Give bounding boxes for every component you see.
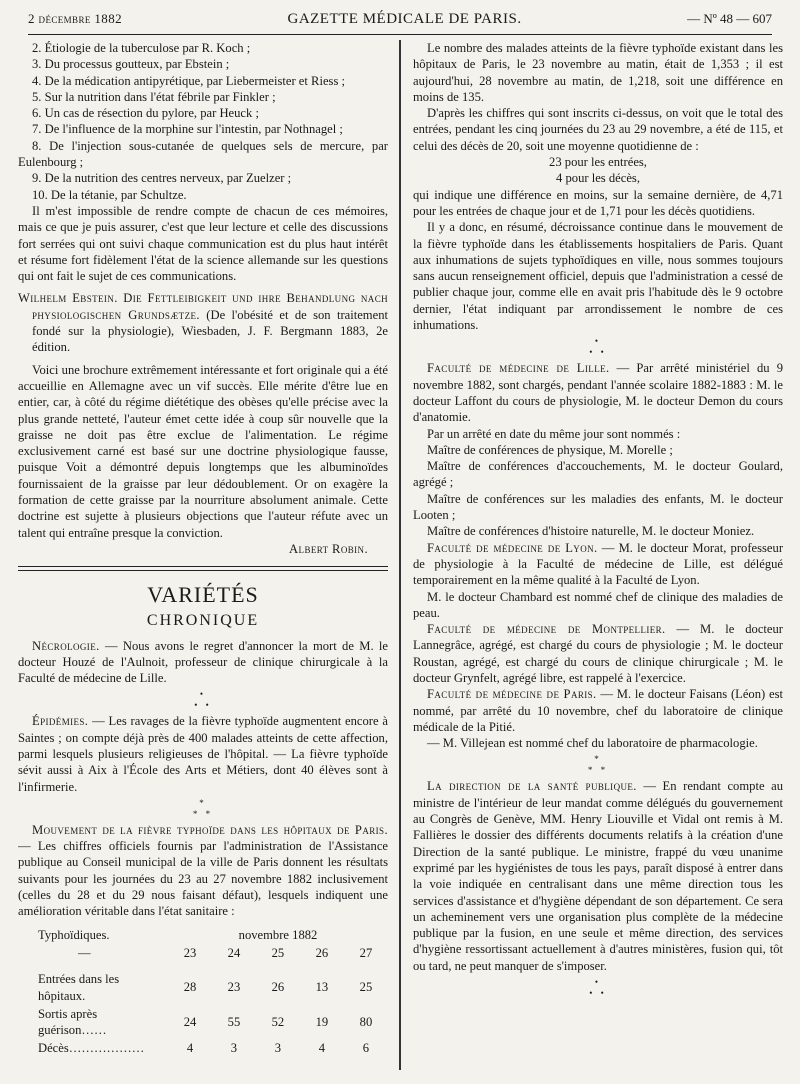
book-review-text: Voici une brochure extrêmement intéressante et fort originale qui a été accueillie en Allemagne avec un vif succès. Elle mérite d'être lue en entier, car, à côté du régime diététique des obèses qu'elle précise avec la plus grande netteté, l'auteur émet cette idée à coup sûr nouvelle que la graisse ne doit pas être exclue de l'alimentation. Le régime exclusivement carné est basé sur une doctrine physiologique fausse, puisque Voit a démontré depuis longtemps que les albuminoïdes fournissaient de la graisse par leur dédoublement. Or on exagère la formation de cette graisse par la nourriture absolument animale. Cette doctrine est sujette à plusieurs objections que l'auteur réfute avec un talent qui entraîne presque la conviction. xyxy=(18,362,388,540)
lille-heading: Faculté de médecine de Lille. xyxy=(427,361,610,376)
sante-paragraph xyxy=(413,778,783,974)
lille-paragraph xyxy=(413,360,783,425)
book-citation-rest: (De l'obésité et de son traitement fondé sur la physiologie), Wiesbaden, J. F. Bergmann 1883, 2e édition. xyxy=(32,307,388,355)
asterism-ornament: • • • xyxy=(194,689,212,711)
header-date: 2 décembre 1882 xyxy=(28,11,123,26)
table-cell: 4 xyxy=(318,1041,326,1056)
asterism-ornament: * * * xyxy=(587,754,609,776)
table-cell: 24 xyxy=(183,1014,197,1029)
table-cell: 55 xyxy=(227,1014,241,1029)
necrologie-paragraph xyxy=(18,638,388,687)
table-day: 24 xyxy=(227,945,241,960)
table-day: 26 xyxy=(315,945,329,960)
table-row-label: Décès……………… xyxy=(38,1041,145,1056)
right-column xyxy=(413,40,783,1084)
book-citation-author: Wilhelm Ebstein. Die Fettleibigkeit und ihre Behandlung nach physiologischen Grundsætze. xyxy=(18,291,388,322)
summary-paragraph: Il y a donc, en résumé, décroissance continue dans le mouvement de la fièvre typhoïde dans les établissements hospitaliers de Paris. Quant aux inhumations de sujets typhoïdiques en ville, nous sommes toujours sans aucun renseignement officiel, depuis que l'administration a cessé de publier chaque jour, comme elle en avait pris l'habitude dès le 9 octobre dernier, l'état indiquant par arrondissement le nombre de ces inhumations. xyxy=(413,220,783,333)
typhoid-table xyxy=(18,926,388,1058)
table-cell: 4 xyxy=(186,1041,194,1056)
lille-nominations-intro: Par un arrêté en date du même jour sont nommés : xyxy=(427,426,681,441)
left-column xyxy=(18,40,388,1084)
table-cell: 3 xyxy=(274,1041,282,1056)
table-cell: 28 xyxy=(183,980,197,995)
list-item: 6. Un cas de résection du pylore, par Heuck ; xyxy=(32,106,259,121)
lille-nomination: Maître de conférences de physique, M. Morelle ; xyxy=(427,442,673,457)
necrologie-text: — Nous avons le regret d'annoncer la mort de M. le docteur Houzé de l'Aulnoit, professeur de clinique chirurgicale à la Faculté de médecine de Lille. xyxy=(18,638,388,686)
epidemies-heading: Épidémies. xyxy=(32,714,89,729)
table-row-label: Entrées dans les hôpitaux. xyxy=(38,972,120,1003)
header-title: GAZETTE MÉDICALE DE PARIS. xyxy=(287,11,522,27)
table-day: 23 xyxy=(183,945,197,960)
running-header xyxy=(28,11,772,35)
table-cell: 80 xyxy=(359,1014,373,1029)
table-cell: 13 xyxy=(315,980,329,995)
table-row xyxy=(18,1005,388,1040)
lille-text: — Par arrêté ministériel du 9 novembre 1882, sont chargés, pendant l'année scolaire 1882-1883 : M. le docteur Laffont du cours de physiologie, M. le docteur Demon du cours d'anatomie. xyxy=(413,361,783,425)
lille-nomination: Maître de conférences d'histoire naturelle, M. le docteur Moniez. xyxy=(427,524,755,539)
list-item: 7. De l'influence de la morphine sur l'intestin, par Nothnagel ; xyxy=(32,122,343,137)
lyon-paragraph xyxy=(413,540,783,589)
average-deaths: 4 pour les décès, xyxy=(556,171,640,186)
average-entries: 23 pour les entrées, xyxy=(549,155,647,170)
lyon-paragraph-2: M. le docteur Chambard est nommé chef de clinique des maladies de peau. xyxy=(413,589,783,620)
column-divider xyxy=(399,40,401,1070)
list-item: 2. Étiologie de la tuberculose par R. Koch ; xyxy=(32,41,251,55)
montpellier-paragraph xyxy=(413,621,783,686)
mouvement-paragraph xyxy=(18,822,388,920)
chronique-heading: CHRONIQUE xyxy=(146,612,260,630)
table-header-row xyxy=(18,926,388,944)
asterism-ornament: * * * xyxy=(192,797,214,819)
epidemies-paragraph xyxy=(18,713,388,794)
montpellier-heading: Faculté de médecine de Montpellier. xyxy=(427,622,666,637)
asterism-ornament: • • • xyxy=(589,336,607,358)
sante-text: — En rendant compte au ministre de l'intérieur de leur mandat comme délégués du gouvernement au Congrès de Genève, MM. Henry Liouville et Vidal ont remis à M. Fallières le dossier des différents documents relatifs à la création d'une Direction de la santé publique. Le ministre, frappé du vœu unanime exprimé par les hygiénistes de tous les pays, paraît disposé à entrer dans la voie indiquée en centralisant dans une même direction tous les services d'assistance et d'hygiène dépendant de son département. Ce sera un acheminement vers une organisation plus complète de la médecine publique par la fusion, en une seule et même direction, des services d'hygiène ressortissant actuellement à d'autres ministères, fusion qui, tôt ou tard, ne peut manquer de s'imposer. xyxy=(413,779,783,973)
paris-text: — M. le docteur Faisans (Léon) est nommé, par arrêté du 10 novembre, chef du laboratoire de clinique médicale de la Pitié. xyxy=(413,687,783,734)
table-row xyxy=(18,1039,388,1057)
asterism-ornament: • • • xyxy=(589,977,607,999)
epidemies-text: — Les ravages de la fièvre typhoïde augmentent encore à Saintes ; on compte déjà près de 400 malades atteints de cette affection, parmi lesquels plusieurs religieuses de l'hôpital. — La fièvre typhoïde sévit aussi à Aix à l'École des Arts et Métiers, dont 40 élèves sont à l'infirmerie. xyxy=(18,714,388,794)
list-item: 9. De la nutrition des centres nerveux, par Zuelzer ; xyxy=(32,171,292,186)
table-label: Typhoïdiques. xyxy=(38,927,110,942)
table-row xyxy=(18,970,388,1005)
table-cell: 3 xyxy=(230,1041,238,1056)
montpellier-text: — M. le docteur Lannegrâce, agrégé, est chargé du cours de physiologie ; M. le docteur Roustan, agrégé, est chargé du cours de clinique chirurgicale ; M. le docteur Grynfelt, agrégé libre, est rappelé à l'exercice. xyxy=(413,622,783,685)
paris-heading: Faculté de médecine de Paris. xyxy=(427,687,597,702)
sante-heading: La direction de la santé publique. xyxy=(427,779,637,794)
signature: Albert Robin. xyxy=(289,541,368,556)
mouvement-text: — Les chiffres officiels fournis par l'administration de l'Assistance publique au Conseil municipal de la ville de Paris donnent les résultats suivants pour les journées du 23 au 27 novembre 1882 inclusivement (celles du 28 et du 29 nous faisant défaut), lesquels indiquent une amélioration véritable dans l'état sanitaire : xyxy=(18,839,388,919)
header-page-number: — Nº 48 — 607 xyxy=(687,11,772,26)
mouvement-heading: Mouvement de la fièvre typhoïde dans les hôpitaux de Paris. xyxy=(32,822,388,837)
lille-nomination: Maître de conférences d'accouchements, M. le docteur Goulard, agrégé ; xyxy=(413,459,783,490)
lille-nomination: Maître de conférences sur les maladies des enfants, M. le docteur Looten ; xyxy=(413,491,783,523)
list-item: 3. Du processus goutteux, par Ebstein ; xyxy=(32,57,230,72)
table-month: novembre 1882 xyxy=(238,927,318,942)
paris-paragraph-2: — M. Villejean est nommé chef du laboratoire de pharmacologie. xyxy=(427,736,758,751)
section-rule xyxy=(18,566,388,571)
table-days-row xyxy=(18,944,388,962)
typhoid-count-paragraph: Le nombre des malades atteints de la fièvre typhoïde existant dans les hôpitaux de Paris, le 23 novembre au matin, était de 1,353 ; il est aujourd'hui, 28 novembre au matin, de 1,218, soit une différence en moins de 135. xyxy=(413,41,783,104)
list-item: 4. De la médication antipyrétique, par Liebermeister et Riess ; xyxy=(32,73,345,88)
lyon-text: — M. le docteur Morat, professeur de physiologie à la Faculté de médecine de Lille, est délégué temporairement en la même qualité à la Faculté de Lyon. xyxy=(413,540,783,588)
table-cell: 23 xyxy=(227,980,241,995)
list-item: 5. Sur la nutrition dans l'état fébrile par Finkler ; xyxy=(32,89,276,104)
list-item: 10. De la tétanie, par Schultze. xyxy=(32,187,187,202)
table-day: 27 xyxy=(359,945,373,960)
lyon-heading: Faculté de médecine de Lyon. xyxy=(427,540,598,555)
review-paragraph: Il m'est impossible de rendre compte de chacun de ces mémoires, mais ce que je puis assurer, c'est que leur lecture et celle des discussions fort serrées qui ont suivi chaque communication est du plus haut intérêt et résume fort fidèlement l'état de la science allemande sur les questions qui ont fait le sujet de ces communications. xyxy=(18,203,388,284)
varietes-heading: VARIÉTÉS xyxy=(147,582,259,608)
table-dash: — xyxy=(78,945,91,960)
table-row-label: Sortis après guérison…… xyxy=(38,1006,107,1038)
table-cell: 25 xyxy=(359,980,373,995)
necrologie-heading: Nécrologie. xyxy=(32,638,100,653)
table-cell: 6 xyxy=(362,1041,370,1056)
list-item: 8. De l'injection sous-cutanée de quelques sels de mercure, par Eulenbourg ; xyxy=(18,138,388,170)
paris-paragraph xyxy=(413,686,783,735)
typhoid-average-paragraph: D'après les chiffres qui sont inscrits ci-dessus, on voit que le total des entrées, pendant les cinq journées du 23 au 29 novembre, a été de 115, et celui des décès de 20, soit une moyenne quotidienne de : xyxy=(413,106,783,153)
table-cell: 52 xyxy=(271,1014,285,1029)
table-day: 25 xyxy=(271,945,285,960)
difference-paragraph: qui indique une différence en moins, sur la semaine dernière, de 4,71 pour les entrées de chaque jour et de 1,71 pour les décès quotidiens. xyxy=(413,187,783,218)
table-cell: 26 xyxy=(271,980,285,995)
book-citation xyxy=(18,290,388,355)
table-cell: 19 xyxy=(315,1014,329,1029)
